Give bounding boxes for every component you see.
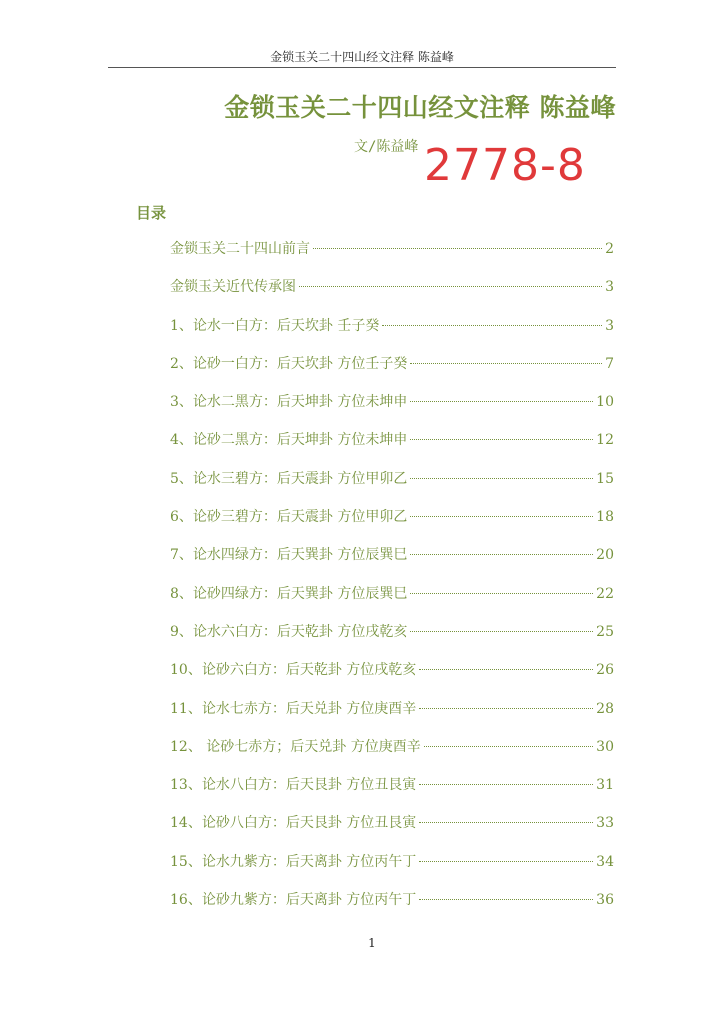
toc-leader-dots	[419, 861, 593, 862]
toc-entry-label: 11、论水七赤方：后天兑卦 方位庚酉辛	[170, 700, 417, 717]
toc-leader-dots	[410, 554, 593, 555]
toc-entry-label: 6、论砂三碧方：后天震卦 方位甲卯乙	[170, 509, 408, 526]
toc-entry[interactable]	[170, 736, 614, 774]
toc-entry-label: 14、论砂八白方：后天艮卦 方位丑艮寅	[170, 815, 417, 832]
toc-entry-page: 10	[596, 394, 614, 411]
toc-leader-dots	[410, 401, 593, 402]
toc-leader-dots	[424, 746, 593, 747]
toc-entry[interactable]	[170, 391, 614, 429]
toc-entry[interactable]	[170, 812, 614, 850]
toc-entry-label: 金锁玉关近代传承图	[170, 279, 296, 296]
toc-entry[interactable]	[170, 238, 614, 276]
toc-entry-label: 10、论砂六白方：后天乾卦 方位戌乾亥	[170, 662, 417, 679]
toc-entry-label: 4、论砂二黑方：后天坤卦 方位未坤申	[170, 432, 408, 449]
toc-entry-label: 金锁玉关二十四山前言	[170, 241, 310, 257]
toc-entry-page: 3	[605, 317, 614, 334]
toc-entry-label: 15、论水九紫方：后天离卦 方位丙午丁	[170, 853, 417, 870]
running-header: 金锁玉关二十四山经文注释 陈益峰	[270, 50, 454, 64]
toc-entry-label: 7、论水四绿方：后天巽卦 方位辰巽巳	[170, 547, 408, 564]
toc-entry[interactable]	[170, 429, 614, 467]
toc-leader-dots	[382, 325, 602, 326]
toc-entry[interactable]	[170, 353, 614, 391]
toc-entry-page: 34	[596, 853, 614, 870]
toc-entry-label: 8、论砂四绿方：后天巽卦 方位辰巽巳	[170, 585, 408, 602]
toc-entry-page: 36	[596, 892, 614, 909]
toc-leader-dots	[410, 516, 593, 517]
toc-entry[interactable]	[170, 506, 614, 544]
toc-entry[interactable]	[170, 889, 614, 927]
toc-leader-dots	[410, 439, 593, 440]
toc-entry[interactable]	[170, 468, 614, 506]
toc-heading: 目录	[136, 204, 167, 222]
toc-entry-label: 16、论砂九紫方：后天离卦 方位丙午丁	[170, 892, 417, 909]
toc-entry-label: 13、论水八白方：后天艮卦 方位丑艮寅	[170, 777, 417, 794]
toc-entry-label: 2、论砂一白方：后天坎卦 方位壬子癸	[170, 355, 408, 372]
table-of-contents	[170, 238, 614, 927]
toc-entry-label: 1、论水一白方：后天坎卦 壬子癸	[170, 317, 380, 334]
toc-entry-label: 12、 论砂七赤方；后天兑卦 方位庚酉辛	[170, 738, 421, 755]
toc-entry[interactable]	[170, 659, 614, 697]
toc-entry-label: 9、论水六白方：后天乾卦 方位戌乾亥	[170, 623, 408, 640]
toc-entry-label: 3、论水二黑方：后天坤卦 方位未坤申	[170, 394, 408, 411]
toc-leader-dots	[410, 593, 593, 594]
toc-entry[interactable]	[170, 851, 614, 889]
toc-entry-page: 33	[596, 815, 614, 832]
toc-entry-page: 28	[596, 700, 614, 717]
header-divider	[108, 67, 616, 68]
toc-entry-page: 2	[605, 241, 614, 257]
toc-leader-dots	[299, 286, 602, 287]
toc-entry[interactable]	[170, 774, 614, 812]
document-title: 金锁玉关二十四山经文注释 陈益峰	[224, 93, 616, 122]
toc-leader-dots	[419, 899, 593, 900]
toc-entry-page: 31	[596, 777, 614, 794]
toc-entry[interactable]	[170, 698, 614, 736]
toc-leader-dots	[313, 248, 602, 249]
toc-leader-dots	[419, 708, 593, 709]
toc-leader-dots	[419, 784, 593, 785]
toc-leader-dots	[410, 631, 593, 632]
author-line: 文/陈益峰	[354, 139, 419, 155]
toc-leader-dots	[410, 478, 593, 479]
toc-entry[interactable]	[170, 315, 614, 353]
toc-entry-page: 25	[596, 623, 614, 640]
toc-entry[interactable]	[170, 621, 614, 659]
toc-entry[interactable]	[170, 276, 614, 314]
toc-entry-label: 5、论水三碧方：后天震卦 方位甲卯乙	[170, 470, 408, 487]
toc-entry-page: 12	[596, 432, 614, 449]
toc-entry-page: 3	[605, 279, 614, 296]
toc-leader-dots	[419, 669, 593, 670]
page-number: 1	[368, 936, 376, 950]
toc-leader-dots	[419, 822, 593, 823]
toc-leader-dots	[410, 363, 602, 364]
toc-entry[interactable]	[170, 583, 614, 621]
stamp-number: 2778-8	[424, 140, 586, 191]
toc-entry-page: 30	[596, 738, 614, 755]
toc-entry-page: 18	[596, 509, 614, 526]
toc-entry-page: 20	[596, 547, 614, 564]
toc-entry-page: 7	[605, 355, 614, 372]
toc-entry-page: 22	[596, 585, 614, 602]
toc-entry[interactable]	[170, 544, 614, 582]
toc-entry-page: 15	[596, 470, 614, 487]
toc-entry-page: 26	[596, 662, 614, 679]
